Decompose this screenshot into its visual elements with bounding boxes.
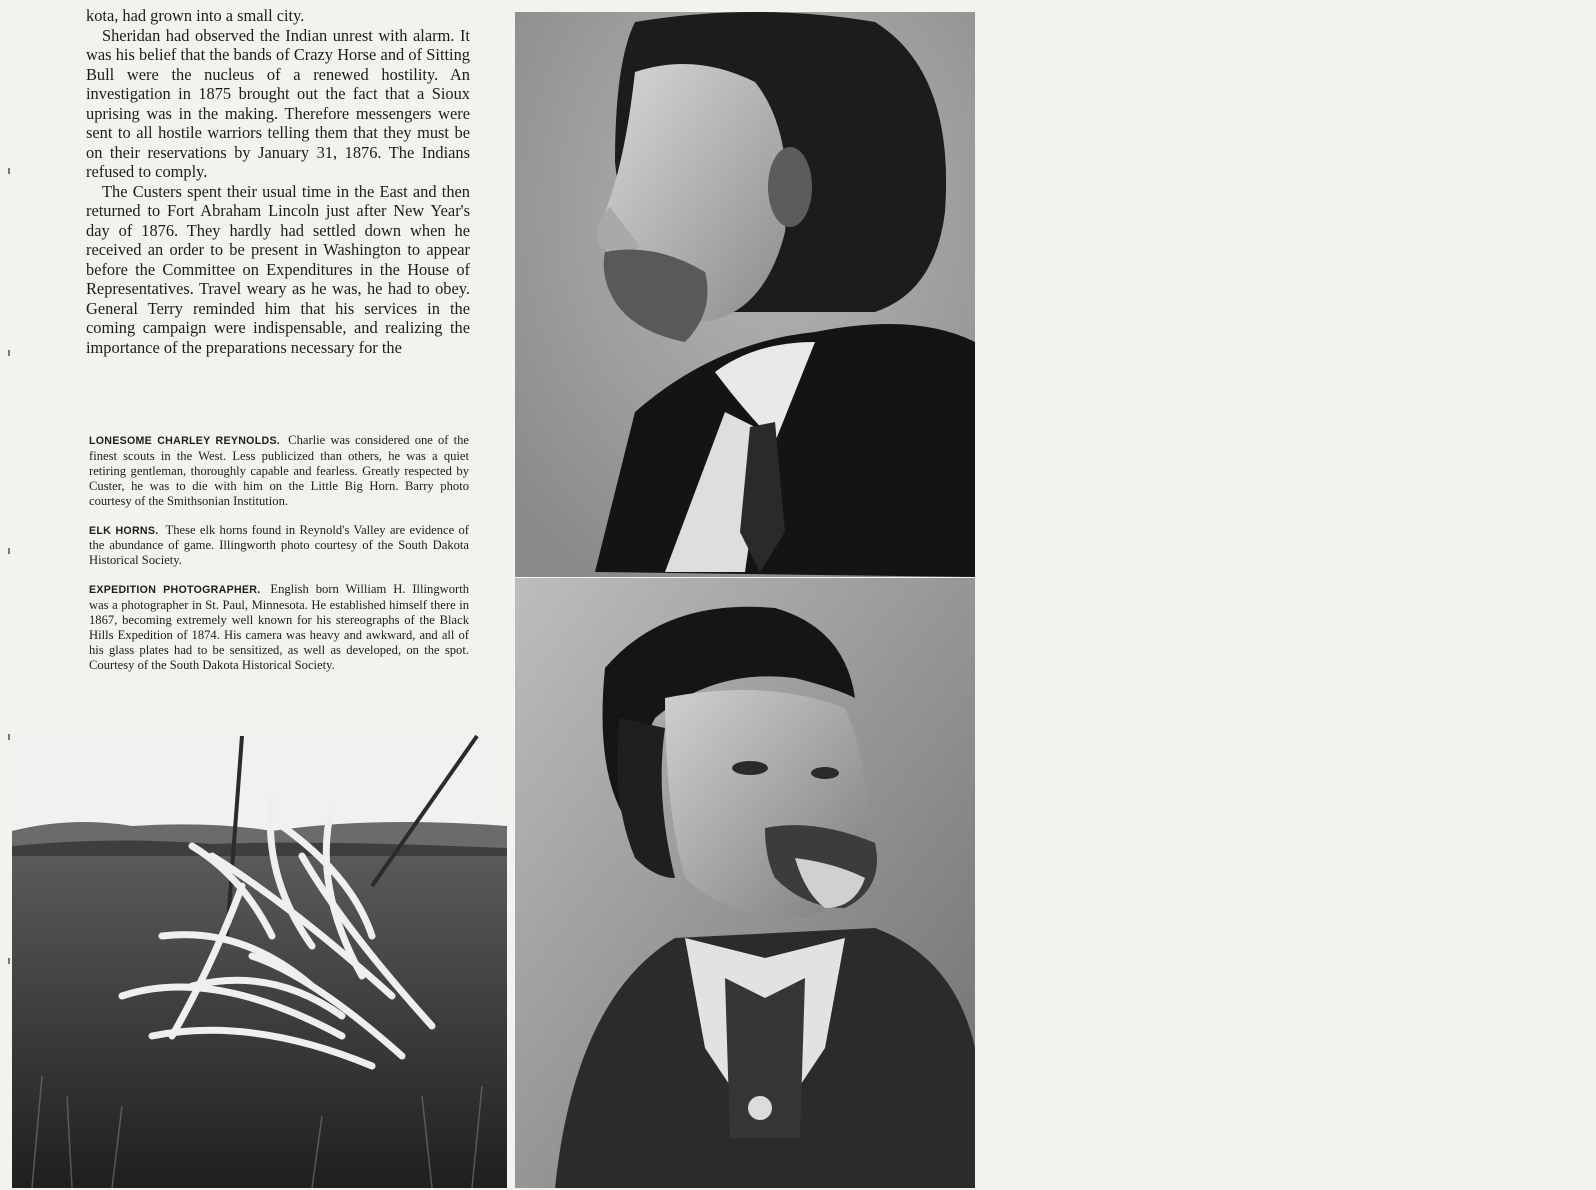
photo-captions — [89, 433, 469, 687]
photographer-signature: Barry Photo — [1372, 442, 1540, 593]
caption-text: These elk horns found in Reynold's Valley are evidence of the abundance of game. Illingworth photo courtesy of the South Dakota Historical Society. — [89, 522, 469, 568]
caption-heading: EXPEDITION PHOTOGRAPHER. — [89, 584, 261, 597]
portrait-william-illingworth — [515, 578, 975, 1188]
article-body — [86, 6, 470, 357]
margin-mark — [8, 548, 10, 554]
body-paragraph: kota, had grown into a small city. — [86, 6, 305, 25]
margin-mark — [8, 168, 10, 174]
margin-mark — [8, 350, 10, 356]
caption-heading: ELK HORNS. — [89, 524, 159, 537]
margin-mark — [8, 958, 10, 964]
caption-text: Charlie was considered one of the finest scouts in the West. Less publicized than others, he was a quiet retiring gentleman, thoroughly capable and fearless. Greatly respected by Custer, he was to die with him on the Little Big Horn. Barry photo courtesy of the Smithsonian Institution. — [89, 433, 469, 508]
caption-photographer — [89, 582, 469, 672]
caption-reynolds — [89, 433, 469, 509]
body-paragraph: Sheridan had observed the Indian unrest with alarm. It was his belief that the bands of Crazy Horse and of Sitting Bull were the nucleus of a renewed hostility. An investigation in 1875 brought out the fact that a Sioux uprising was in the making. Therefore messengers were sent to all hostile warriors telling them that they must be on their reservations by January 31, 1876. The Indians refused to comply. — [86, 25, 470, 181]
margin-mark — [8, 734, 10, 740]
caption-elk-horns — [89, 523, 469, 569]
photo-elk-horns — [12, 736, 507, 1188]
caption-text: English born William H. Illingworth was a photographer in St. Paul, Minnesota. He established himself there in 1867, becoming extremely well known for his stereographs of the Black Hills Expedition of 1874. His camera was heavy and awkward, and all of his glass plates had to be sensitized, as well as developed, on the spot. Courtesy of the South Dakota Historical Society. — [89, 582, 470, 672]
portrait-charley-reynolds — [515, 12, 1540, 593]
body-paragraph: The Custers spent their usual time in the East and then returned to Fort Abraham Lincoln just after New Year's day of 1876. They hardly had settled down when he received an order to be present in Washington to appear before the Committee on Expenditures in the House of Representatives. Travel weary as he was, he had to obey. General Terry reminded him that his services in the coming campaign were indispensable, and realizing the importance of the preparations necessary for the — [86, 181, 470, 357]
caption-heading: LONESOME CHARLEY REYNOLDS. — [89, 435, 281, 447]
